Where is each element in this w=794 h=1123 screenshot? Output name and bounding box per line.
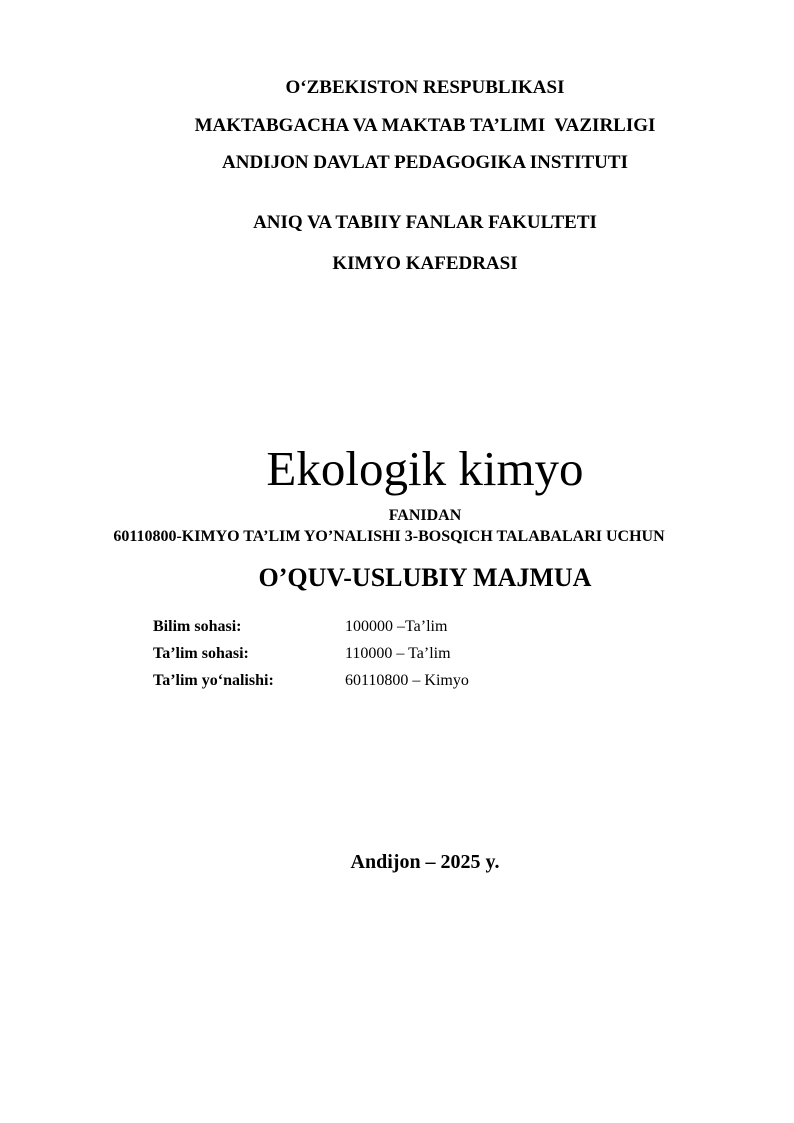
institute-header-line: ANDIJON DAVLAT PEDAGOGIKA INSTITUTI xyxy=(222,152,628,173)
field-value: 60110800 – Kimyo xyxy=(345,672,469,689)
faculty-header-line: ANIQ VA TABIIY FANLAR FAKULTETI xyxy=(253,212,597,233)
document-type-title: O’QUV-USLUBIY MAJMUA xyxy=(258,563,592,592)
field-label: Ta’lim sohasi: xyxy=(153,645,249,662)
city-year-footer: Andijon – 2025 y. xyxy=(350,851,500,873)
subject-label: FANIDAN xyxy=(388,507,462,524)
field-value: 110000 – Ta’lim xyxy=(345,645,451,662)
republic-header-line: O‘ZBEKISTON RESPUBLIKASI xyxy=(285,77,565,98)
study-direction-line: 60110800-KIMYO TA’LIM YO’NALISHI 3-BOSQICH TALABALARI UCHUN xyxy=(113,528,665,545)
field-label: Bilim sohasi: xyxy=(153,618,242,635)
page-title: Ekologik kimyo xyxy=(266,441,584,496)
ministry-header-line: MAKTABGACHA VA MAKTAB TA’LIMI VAZIRLIGI xyxy=(194,115,656,136)
field-value: 100000 –Ta’lim xyxy=(345,618,448,635)
department-header-line: KIMYO KAFEDRASI xyxy=(332,253,518,274)
field-label: Ta’lim yo‘nalishi: xyxy=(153,672,274,689)
